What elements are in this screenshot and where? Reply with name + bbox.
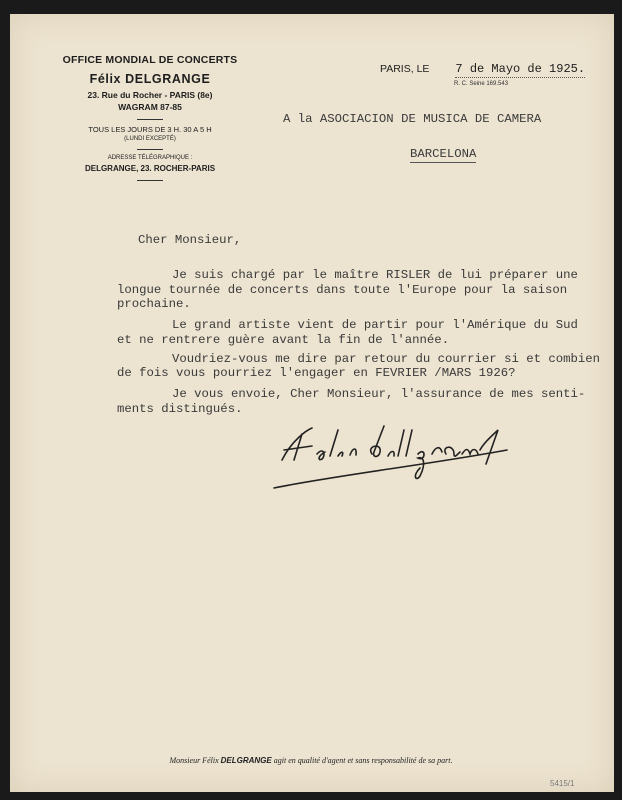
paragraph-line: prochaine. <box>117 297 191 311</box>
letter-page <box>10 14 614 792</box>
paragraph-line: Voudriez-vous me dire par retour du courrier si et combien <box>172 352 601 366</box>
dateline <box>380 62 585 76</box>
letterhead <box>40 54 260 186</box>
pencil-annotation: 5415/1 <box>550 779 575 788</box>
divider <box>137 149 163 150</box>
sender-phone: WAGRAM 87-85 <box>118 102 182 112</box>
paragraph-line: et ne rentrere guère avant la fin de l'année. <box>117 333 450 347</box>
paragraph-line: Je suis chargé par le maître RISLER de lui préparer une <box>172 268 578 282</box>
paragraph-line: Je vous envoie, Cher Monsieur, l'assurance de mes senti- <box>172 387 586 401</box>
recipient-city: BARCELONA <box>410 147 477 161</box>
salutation: Cher Monsieur, <box>138 233 242 247</box>
paragraph-line: Le grand artiste vient de partir pour l'Amérique du Sud <box>172 318 578 332</box>
paragraph-line: longue tournée de concerts dans toute l'Europe pour la saison <box>117 283 568 297</box>
footer-before: Monsieur Félix <box>169 756 219 765</box>
recipient-line: A la ASOCIACION DE MUSICA DE CAMERA <box>283 112 542 126</box>
footer-disclaimer <box>0 756 622 765</box>
sender-address: 23. Rue du Rocher - PARIS (8e) <box>87 90 213 100</box>
letter-date: 7 de Mayo de 1925. <box>455 62 586 76</box>
office-title: OFFICE MONDIAL DE CONCERTS <box>62 54 238 66</box>
footer-name: DELGRANGE <box>220 756 272 765</box>
divider <box>137 180 163 181</box>
paragraph-line: ments distingués. <box>117 402 243 416</box>
footer-after: agit en qualité d'agent et sans responsabilité de sa part. <box>273 756 453 765</box>
sender-name: Félix DELGRANGE <box>89 72 211 86</box>
paragraph-line: de fois vous pourriez l'engager en FEVRIER /MARS 1926? <box>117 366 516 380</box>
registry-number: R. C. Seine 169.543 <box>454 81 509 87</box>
office-hours: TOUS LES JOURS DE 3 H. 30 A 5 H <box>88 125 212 134</box>
telegraph-address: DELGRANGE, 23. ROCHER-PARIS <box>84 164 216 173</box>
office-hours-note: (LUNDI EXCEPTÉ) <box>124 136 176 142</box>
telegraph-label: ADRESSE TÉLÉGRAPHIQUE : <box>107 155 193 161</box>
handwritten-signature <box>272 420 522 495</box>
divider <box>137 119 163 120</box>
date-prefix: PARIS, LE <box>380 63 430 75</box>
